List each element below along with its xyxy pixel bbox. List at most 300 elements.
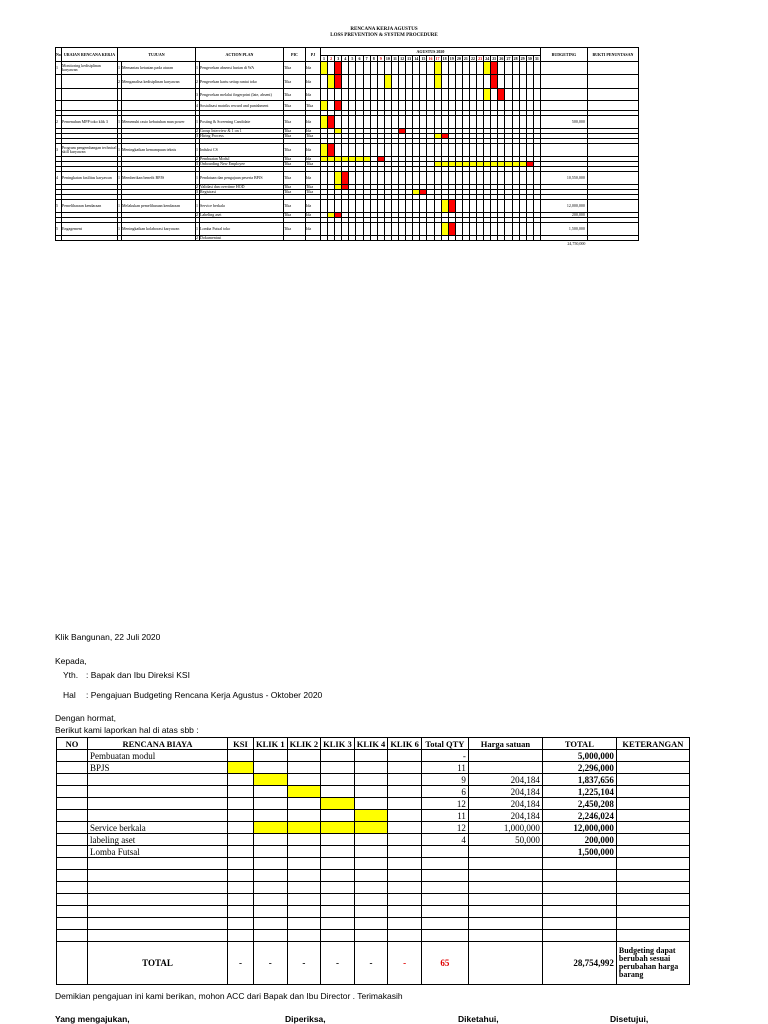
budget-site-cell bbox=[228, 906, 254, 918]
plan-row bbox=[56, 223, 639, 236]
budget-site-cell bbox=[254, 918, 288, 930]
budget-site-cell bbox=[228, 786, 254, 798]
budget-total bbox=[542, 918, 616, 930]
plan-row bbox=[56, 75, 639, 89]
day-10: 10 bbox=[385, 55, 390, 61]
schedule-cell bbox=[342, 89, 349, 101]
schedule-cell bbox=[321, 172, 328, 185]
plan-action: Sosialisasi matriks reward and punishment bbox=[200, 101, 284, 111]
schedule-cell bbox=[356, 144, 363, 157]
schedule-cell bbox=[491, 62, 498, 75]
letter-yth-label: Yth. bbox=[63, 670, 79, 680]
schedule-cell bbox=[363, 62, 370, 75]
budget-site-cell bbox=[321, 894, 355, 906]
schedule-cell bbox=[519, 62, 526, 75]
schedule-cell bbox=[427, 223, 434, 236]
schedule-cell bbox=[469, 172, 476, 185]
budget-site-cell bbox=[354, 822, 388, 834]
budget-row bbox=[57, 798, 690, 810]
schedule-cell bbox=[413, 101, 420, 111]
budget-note bbox=[616, 762, 689, 774]
plan-pj: Ida bbox=[306, 223, 321, 236]
plan-action: Posting & Screening Candidate bbox=[200, 116, 284, 129]
schedule-cell bbox=[363, 75, 370, 89]
budget-note bbox=[616, 834, 689, 846]
schedule-cell bbox=[349, 223, 356, 236]
schedule-cell bbox=[505, 75, 512, 89]
plan-pj: Ida bbox=[306, 200, 321, 213]
budget-site-cell bbox=[228, 894, 254, 906]
schedule-cell bbox=[356, 116, 363, 129]
schedule-cell bbox=[498, 89, 505, 101]
schedule-cell bbox=[484, 75, 491, 89]
budget-col-ksi: KSI bbox=[228, 738, 254, 750]
schedule-cell bbox=[455, 89, 462, 101]
plan-tujuan: Memenuhi rasio kebutuhan man power bbox=[122, 116, 196, 129]
day-22: 22 bbox=[471, 55, 476, 61]
schedule-cell bbox=[484, 101, 491, 111]
budget-site-cell bbox=[321, 846, 355, 858]
schedule-cell bbox=[462, 75, 469, 89]
plan-action: Lomba Futsal toko bbox=[200, 223, 284, 236]
plan-tujuan-no: 1 bbox=[118, 62, 122, 75]
schedule-cell bbox=[391, 89, 398, 101]
plan-action: Validasi dan overtime HOD bbox=[200, 185, 284, 190]
plan-action-no: 3 bbox=[196, 89, 200, 101]
schedule-cell bbox=[512, 223, 519, 236]
budget-site-cell bbox=[321, 798, 355, 810]
schedule-cell bbox=[321, 89, 328, 101]
schedule-cell bbox=[370, 172, 377, 185]
schedule-cell bbox=[413, 144, 420, 157]
budget-total: 2,246,024 bbox=[542, 810, 616, 822]
schedule-cell bbox=[498, 62, 505, 75]
budget-row bbox=[57, 750, 690, 762]
day-8: 8 bbox=[370, 56, 377, 62]
schedule-cell bbox=[484, 62, 491, 75]
budget-site-cell bbox=[228, 882, 254, 894]
col-action-plan: ACTION PLAN bbox=[196, 48, 284, 62]
schedule-cell bbox=[441, 200, 448, 213]
budget-table bbox=[56, 737, 690, 985]
day-15: 15 bbox=[421, 55, 426, 61]
plan-pic: Tika bbox=[284, 185, 306, 190]
plan-row bbox=[56, 144, 639, 157]
schedule-cell bbox=[370, 75, 377, 89]
budget-price bbox=[468, 894, 542, 906]
schedule-cell bbox=[391, 172, 398, 185]
budget-site-cell bbox=[287, 822, 321, 834]
plan-tujuan: Menganalisa kedisiplinan karyawan bbox=[122, 75, 196, 89]
plan-row bbox=[56, 62, 639, 75]
budget-site-cell bbox=[388, 930, 422, 942]
budget-site-cell bbox=[388, 822, 422, 834]
budget-note bbox=[616, 870, 689, 882]
budget-item bbox=[88, 858, 228, 870]
schedule-cell bbox=[399, 101, 406, 111]
sign-mengajukan: Yang mengajukan, bbox=[55, 1014, 130, 1024]
schedule-cell bbox=[533, 89, 540, 101]
schedule-cell bbox=[413, 200, 420, 213]
schedule-cell bbox=[384, 75, 391, 89]
schedule-cell bbox=[413, 223, 420, 236]
schedule-cell bbox=[441, 172, 448, 185]
schedule-cell bbox=[512, 200, 519, 213]
budget-qty: 12 bbox=[421, 822, 468, 834]
schedule-cell bbox=[356, 223, 363, 236]
schedule-cell bbox=[441, 144, 448, 157]
schedule-cell bbox=[406, 172, 413, 185]
budget-site-cell bbox=[321, 822, 355, 834]
day-26: 26 bbox=[499, 55, 504, 61]
budget-item bbox=[88, 930, 228, 942]
schedule-cell bbox=[370, 89, 377, 101]
budget-site-cell bbox=[388, 810, 422, 822]
plan-action-no: 3 bbox=[196, 133, 198, 138]
budget-site-cell bbox=[321, 906, 355, 918]
budget-price bbox=[468, 882, 542, 894]
budget-site-cell bbox=[321, 870, 355, 882]
schedule-cell bbox=[491, 89, 498, 101]
plan-budget-value bbox=[540, 101, 587, 111]
budget-site-cell bbox=[254, 774, 288, 786]
budget-qty bbox=[421, 846, 468, 858]
schedule-cell bbox=[477, 223, 484, 236]
plan-title: RENCANA KERJA AGUSTUS bbox=[350, 27, 418, 32]
plan-pic: Tika bbox=[284, 134, 306, 139]
schedule-cell bbox=[399, 62, 406, 75]
plan-row bbox=[56, 200, 639, 213]
schedule-cell bbox=[321, 116, 328, 129]
budget-total: 2,296,000 bbox=[542, 762, 616, 774]
schedule-cell bbox=[469, 200, 476, 213]
schedule-cell bbox=[469, 101, 476, 111]
schedule-cell bbox=[519, 200, 526, 213]
budget-col-keterangan: KETERANGAN bbox=[616, 738, 689, 750]
schedule-cell bbox=[420, 223, 427, 236]
schedule-cell bbox=[484, 89, 491, 101]
budget-site-cell bbox=[254, 870, 288, 882]
day-17: 17 bbox=[435, 55, 440, 61]
plan-row bbox=[56, 89, 639, 101]
plan-action: Pengecekan absensi harian di WA bbox=[200, 62, 284, 75]
schedule-cell bbox=[462, 172, 469, 185]
schedule-cell bbox=[342, 223, 349, 236]
plan-uraian: Program pengembangan technical skill karyawan bbox=[62, 144, 118, 157]
budget-col-klik-1: KLIK 1 bbox=[254, 738, 288, 750]
schedule-cell bbox=[491, 200, 498, 213]
schedule-cell bbox=[328, 200, 335, 213]
schedule-cell bbox=[377, 62, 384, 75]
schedule-cell bbox=[448, 116, 455, 129]
plan-budget-value: 200,000 bbox=[540, 213, 587, 218]
schedule-cell bbox=[533, 172, 540, 185]
budget-site-cell bbox=[354, 870, 388, 882]
schedule-cell bbox=[477, 172, 484, 185]
budget-site-cell bbox=[254, 810, 288, 822]
schedule-cell bbox=[384, 223, 391, 236]
plan-pic: Tika bbox=[284, 144, 306, 157]
plan-pic: Tika bbox=[284, 62, 306, 75]
plan-tujuan bbox=[122, 101, 196, 111]
budget-site-cell bbox=[287, 798, 321, 810]
schedule-cell bbox=[377, 200, 384, 213]
schedule-cell bbox=[321, 223, 328, 236]
schedule-cell bbox=[512, 62, 519, 75]
plan-budget-value: 12,000,000 bbox=[540, 200, 587, 213]
plan-budget-total: 24,750,000 bbox=[567, 240, 586, 246]
day-4: 4 bbox=[342, 56, 349, 62]
plan-tujuan-no: 1 bbox=[118, 200, 122, 213]
schedule-cell bbox=[491, 144, 498, 157]
schedule-cell bbox=[335, 89, 342, 101]
sign-disetujui: Disetujui, bbox=[610, 1014, 649, 1024]
plan-pic: Tika bbox=[284, 89, 306, 101]
budget-site-cell bbox=[287, 870, 321, 882]
schedule-cell bbox=[462, 223, 469, 236]
schedule-cell bbox=[469, 62, 476, 75]
budget-site-cell bbox=[388, 774, 422, 786]
budget-price bbox=[468, 762, 542, 774]
plan-pic: Tika bbox=[284, 101, 306, 111]
budget-site-cell bbox=[228, 762, 254, 774]
schedule-cell bbox=[455, 116, 462, 129]
day-6: 6 bbox=[356, 56, 363, 62]
budget-site-cell bbox=[254, 798, 288, 810]
budget-no bbox=[57, 834, 88, 846]
schedule-cell bbox=[498, 116, 505, 129]
budget-site-cell bbox=[254, 894, 288, 906]
budget-item bbox=[88, 810, 228, 822]
schedule-cell bbox=[448, 172, 455, 185]
budget-no bbox=[57, 774, 88, 786]
schedule-cell bbox=[519, 89, 526, 101]
budget-no bbox=[57, 906, 88, 918]
budget-note bbox=[616, 894, 689, 906]
budget-col-klik-2: KLIK 2 bbox=[287, 738, 321, 750]
schedule-cell bbox=[448, 101, 455, 111]
budget-item: Pembuatan modul bbox=[88, 750, 228, 762]
budget-total-dash: - bbox=[321, 942, 355, 985]
budget-price: 1,000,000 bbox=[468, 822, 542, 834]
budget-row bbox=[57, 882, 690, 894]
schedule-cell bbox=[328, 116, 335, 129]
schedule-cell bbox=[455, 62, 462, 75]
budget-site-cell bbox=[254, 822, 288, 834]
budget-site-cell bbox=[321, 750, 355, 762]
schedule-cell bbox=[491, 75, 498, 89]
budget-no bbox=[57, 822, 88, 834]
plan-budget-value: 1,500,000 bbox=[540, 223, 587, 236]
day-1: 1 bbox=[321, 56, 328, 62]
plan-row bbox=[56, 101, 639, 111]
schedule-cell bbox=[349, 172, 356, 185]
col-budgeting: BUDGETING bbox=[540, 48, 587, 62]
plan-tujuan: Meningkatkan kolaborasi karyawan bbox=[122, 223, 196, 236]
schedule-cell bbox=[434, 116, 441, 129]
budget-qty: - bbox=[421, 750, 468, 762]
budget-site-cell bbox=[321, 834, 355, 846]
plan-tujuan: Memantau ketaatan pada aturan bbox=[122, 62, 196, 75]
schedule-cell bbox=[391, 116, 398, 129]
budget-site-cell bbox=[254, 906, 288, 918]
plan-action: Onboarding New Employee bbox=[200, 162, 284, 167]
schedule-cell bbox=[335, 101, 342, 111]
plan-pic: Tika bbox=[284, 162, 306, 167]
schedule-cell bbox=[363, 223, 370, 236]
budget-site-cell bbox=[228, 798, 254, 810]
budget-total bbox=[542, 930, 616, 942]
budget-row bbox=[57, 918, 690, 930]
budget-price bbox=[468, 918, 542, 930]
schedule-cell bbox=[349, 116, 356, 129]
plan-pic: Tika bbox=[284, 190, 306, 195]
budget-site-cell bbox=[354, 750, 388, 762]
budget-site-cell bbox=[228, 774, 254, 786]
schedule-cell bbox=[427, 89, 434, 101]
schedule-cell bbox=[519, 144, 526, 157]
day-11: 11 bbox=[393, 55, 397, 61]
schedule-cell bbox=[413, 62, 420, 75]
schedule-cell bbox=[399, 200, 406, 213]
budget-item bbox=[88, 906, 228, 918]
plan-no: 1 bbox=[56, 62, 62, 75]
budget-item bbox=[88, 786, 228, 798]
plan-pj: Tika bbox=[306, 190, 321, 195]
plan-budget-value bbox=[540, 75, 587, 89]
budget-total-qty: 65 bbox=[421, 942, 468, 985]
schedule-cell bbox=[491, 116, 498, 129]
schedule-cell bbox=[342, 116, 349, 129]
schedule-cell bbox=[427, 172, 434, 185]
budget-note bbox=[616, 822, 689, 834]
budget-row bbox=[57, 906, 690, 918]
day-7: 7 bbox=[363, 56, 370, 62]
schedule-cell bbox=[533, 62, 540, 75]
schedule-cell bbox=[498, 75, 505, 89]
schedule-cell bbox=[413, 89, 420, 101]
schedule-cell bbox=[484, 144, 491, 157]
day-2: 2 bbox=[328, 56, 335, 62]
plan-uraian bbox=[62, 89, 118, 101]
plan-pj: Ida bbox=[306, 89, 321, 101]
budget-qty bbox=[421, 918, 468, 930]
schedule-cell bbox=[406, 116, 413, 129]
schedule-cell bbox=[448, 75, 455, 89]
schedule-cell bbox=[406, 75, 413, 89]
plan-action-no: 2 bbox=[196, 184, 198, 189]
plan-no: 5 bbox=[56, 223, 62, 236]
schedule-cell bbox=[477, 116, 484, 129]
budget-total-dash: - bbox=[228, 942, 254, 985]
schedule-cell bbox=[413, 116, 420, 129]
budget-site-cell bbox=[388, 858, 422, 870]
budget-qty bbox=[421, 882, 468, 894]
schedule-cell bbox=[462, 144, 469, 157]
schedule-cell bbox=[427, 116, 434, 129]
schedule-cell bbox=[512, 116, 519, 129]
schedule-cell bbox=[533, 101, 540, 111]
plan-tujuan: Melakukan pemeliharaan kendaraan bbox=[122, 200, 196, 213]
budget-no bbox=[57, 810, 88, 822]
plan-uraian bbox=[62, 101, 118, 111]
schedule-cell bbox=[526, 101, 533, 111]
schedule-cell bbox=[342, 172, 349, 185]
budget-price bbox=[468, 858, 542, 870]
budget-price: 204,184 bbox=[468, 810, 542, 822]
schedule-cell bbox=[448, 144, 455, 157]
budget-site-cell bbox=[354, 798, 388, 810]
schedule-cell bbox=[441, 89, 448, 101]
plan-no: 3 bbox=[56, 144, 62, 157]
schedule-cell bbox=[335, 144, 342, 157]
plan-action: Pengecekan melalui fingerprint (late, absent) bbox=[200, 89, 284, 101]
plan-tujuan-no: 1 bbox=[118, 144, 122, 157]
budget-site-cell bbox=[228, 750, 254, 762]
plan-pic: Tika bbox=[284, 75, 306, 89]
work-plan-table bbox=[55, 47, 639, 247]
schedule-cell bbox=[328, 62, 335, 75]
budget-no bbox=[57, 870, 88, 882]
letter-kepada: Kepada, bbox=[55, 656, 87, 666]
schedule-cell bbox=[342, 62, 349, 75]
budget-site-cell bbox=[321, 858, 355, 870]
letter-hal-value: : Pengajuan Budgeting Rencana Kerja Agustus - Oktober 2020 bbox=[86, 690, 323, 700]
budget-no bbox=[57, 846, 88, 858]
budget-site-cell bbox=[388, 918, 422, 930]
budget-note bbox=[616, 798, 689, 810]
budget-no bbox=[57, 750, 88, 762]
plan-uraian: Pemeliharaan kendaraan bbox=[62, 200, 118, 213]
plan-pj: Ida bbox=[306, 129, 321, 134]
col-bukti: BUKTI PENUNTASAN bbox=[587, 48, 638, 62]
schedule-cell bbox=[477, 62, 484, 75]
plan-tujuan-no: 2 bbox=[118, 75, 122, 89]
schedule-cell bbox=[391, 144, 398, 157]
budget-site-cell bbox=[388, 762, 422, 774]
schedule-cell bbox=[420, 89, 427, 101]
budget-no bbox=[57, 882, 88, 894]
schedule-cell bbox=[399, 75, 406, 89]
budget-item: BPJS bbox=[88, 762, 228, 774]
schedule-cell bbox=[526, 116, 533, 129]
schedule-cell bbox=[321, 62, 328, 75]
budget-price bbox=[468, 906, 542, 918]
schedule-cell bbox=[370, 144, 377, 157]
schedule-cell bbox=[370, 223, 377, 236]
plan-action: Group Interview & 1 on 1 bbox=[200, 129, 284, 134]
schedule-cell bbox=[384, 89, 391, 101]
schedule-cell bbox=[349, 62, 356, 75]
schedule-cell bbox=[512, 172, 519, 185]
schedule-cell bbox=[335, 172, 342, 185]
schedule-cell bbox=[441, 101, 448, 111]
budget-price bbox=[468, 846, 542, 858]
schedule-cell bbox=[462, 89, 469, 101]
plan-action-no: 1 bbox=[196, 223, 200, 236]
budget-site-cell bbox=[354, 786, 388, 798]
schedule-cell bbox=[363, 172, 370, 185]
schedule-cell bbox=[462, 200, 469, 213]
day-25: 25 bbox=[492, 55, 497, 61]
budget-note bbox=[616, 918, 689, 930]
schedule-cell bbox=[526, 200, 533, 213]
schedule-cell bbox=[512, 75, 519, 89]
budget-total bbox=[542, 870, 616, 882]
schedule-cell bbox=[328, 223, 335, 236]
budget-site-cell bbox=[254, 762, 288, 774]
plan-action: Hiring Process bbox=[200, 134, 284, 139]
